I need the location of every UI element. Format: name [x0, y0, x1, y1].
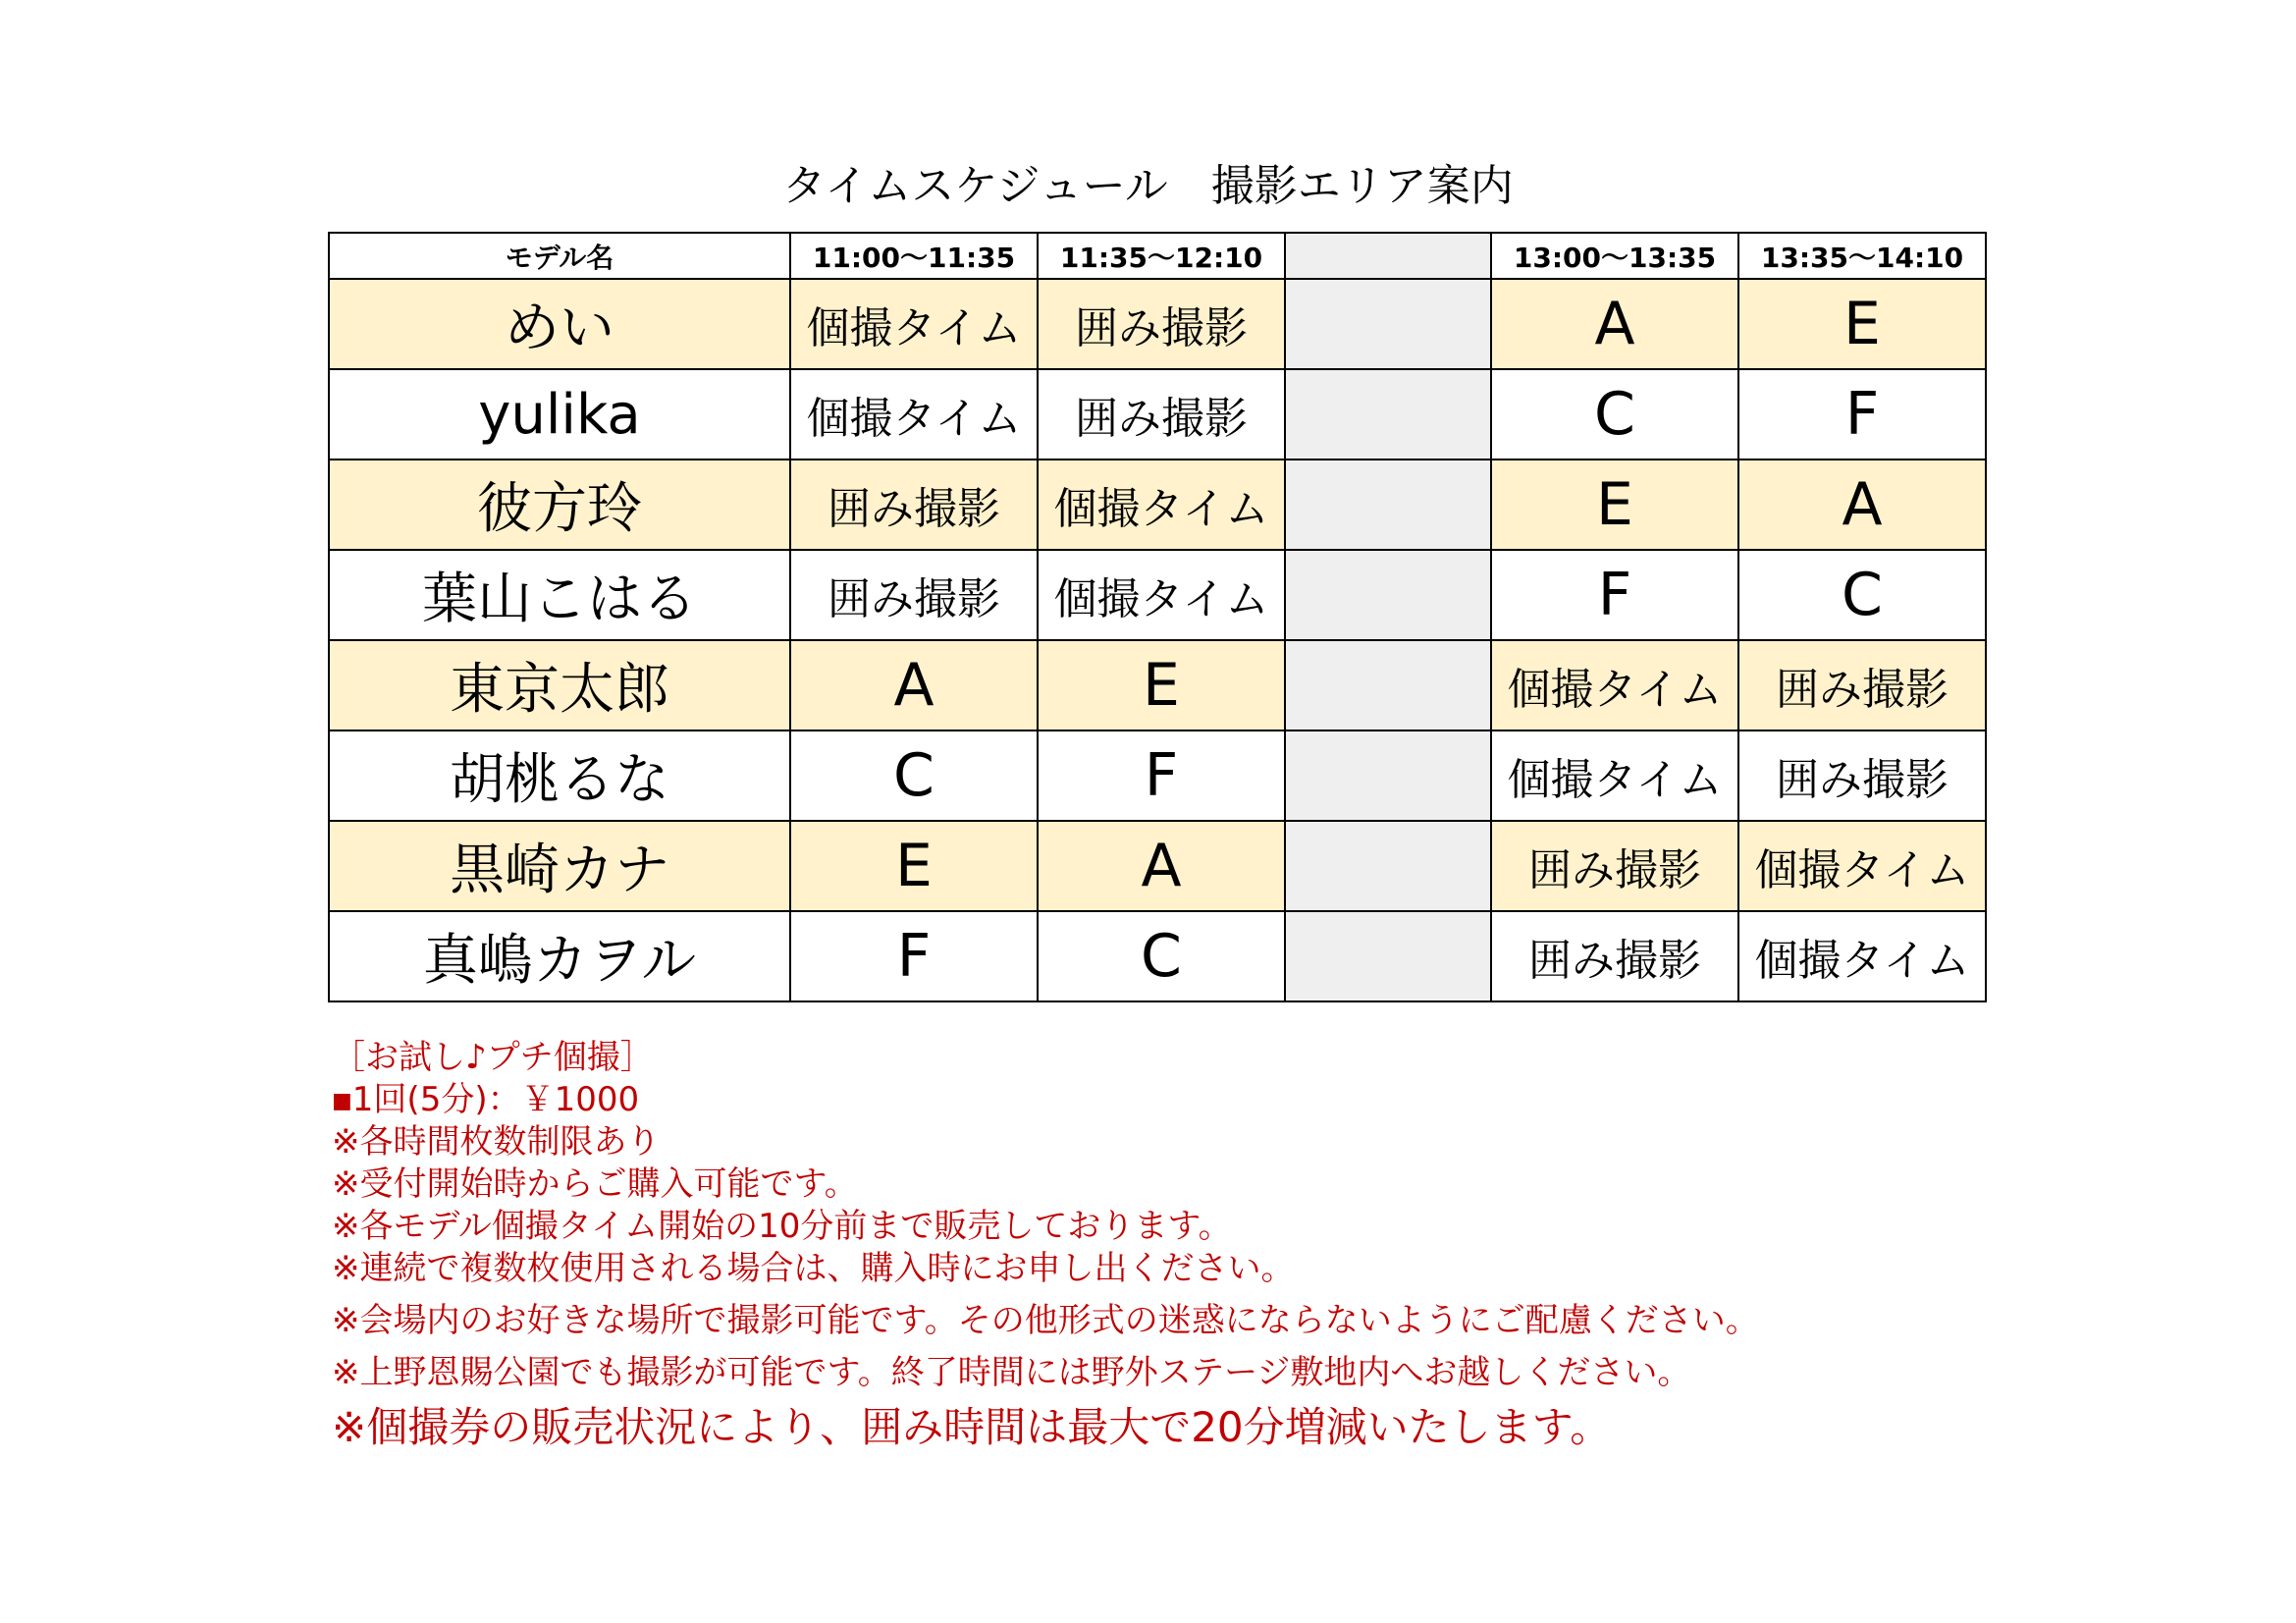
model-name: yulika: [329, 369, 790, 460]
slot-3-cell: 個撮タイム: [1491, 730, 1738, 821]
table-row: [329, 730, 1986, 821]
note-line: ※連続で複数枚使用される場合は、購入時にお申し出ください。: [332, 1249, 1295, 1288]
table-row: [329, 279, 1986, 369]
table-row: [329, 369, 1986, 460]
table-row: [329, 911, 1986, 1001]
slot-1-cell: F: [790, 911, 1038, 1001]
slot-2-cell: E: [1038, 640, 1285, 730]
header-slot-3: 13:00～13:35: [1491, 233, 1738, 279]
slot-3-cell: C: [1491, 369, 1738, 460]
slot-1-cell: 個撮タイム: [790, 369, 1038, 460]
header-slot-2: 11:35～12:10: [1038, 233, 1285, 279]
break-cell: [1285, 911, 1491, 1001]
slot-1-cell: 個撮タイム: [790, 279, 1038, 369]
note-line: ※各モデル個撮タイム開始の10分前まで販売しております。: [332, 1207, 1232, 1246]
slot-3-cell: 囲み撮影: [1491, 821, 1738, 911]
slot-2-cell: 囲み撮影: [1038, 369, 1285, 460]
slot-2-cell: F: [1038, 730, 1285, 821]
slot-4-cell: E: [1738, 279, 1986, 369]
break-cell: [1285, 640, 1491, 730]
table-row: [329, 640, 1986, 730]
note-line: ※受付開始時からご購入可能です。: [332, 1164, 858, 1204]
slot-2-cell: 囲み撮影: [1038, 279, 1285, 369]
slot-4-cell: 個撮タイム: [1738, 821, 1986, 911]
schedule-table: [328, 232, 1987, 1002]
slot-1-cell: 囲み撮影: [790, 550, 1038, 640]
model-name: 黒崎カナ: [329, 821, 790, 911]
table-row: [329, 821, 1986, 911]
header-slot-1: 11:00～11:35: [790, 233, 1038, 279]
header-break: [1285, 233, 1491, 279]
header-model: モデル名: [329, 233, 790, 279]
square-bullet-icon: ■: [332, 1089, 352, 1113]
break-cell: [1285, 279, 1491, 369]
slot-2-cell: 個撮タイム: [1038, 460, 1285, 550]
slot-1-cell: E: [790, 821, 1038, 911]
slot-1-cell: 囲み撮影: [790, 460, 1038, 550]
note-line: ※会場内のお好きな場所で撮影可能です。その他形式の迷惑にならないようにご配慮ください。: [332, 1301, 1759, 1340]
break-cell: [1285, 460, 1491, 550]
slot-4-cell: 囲み撮影: [1738, 640, 1986, 730]
slot-4-cell: A: [1738, 460, 1986, 550]
slot-1-cell: C: [790, 730, 1038, 821]
notes-heading: ［お試し♪プチ個撮］: [332, 1038, 654, 1077]
notes-section: [332, 1037, 2275, 1455]
slot-4-cell: C: [1738, 550, 1986, 640]
model-name: 胡桃るな: [329, 730, 790, 821]
model-name: 真嶋カヲル: [329, 911, 790, 1001]
slot-3-cell: E: [1491, 460, 1738, 550]
page-title: タイムスケジュール 撮影エリア案内: [782, 161, 1514, 211]
slot-2-cell: 個撮タイム: [1038, 550, 1285, 640]
table-row: [329, 550, 1986, 640]
break-cell: [1285, 821, 1491, 911]
table-row: [329, 460, 1986, 550]
slot-3-cell: 囲み撮影: [1491, 911, 1738, 1001]
note-line: ※上野恩賜公園でも撮影が可能です。終了時間には野外ステージ敷地内へお越しください。: [332, 1353, 1691, 1392]
note-emphasis: ※個撮券の販売状況により、囲み時間は最大で20分増減いたします。: [332, 1403, 1612, 1451]
model-name: 葉山こはる: [329, 550, 790, 640]
price-text: 1回(5分)：￥1000: [351, 1080, 640, 1119]
slot-3-cell: F: [1491, 550, 1738, 640]
slot-3-cell: A: [1491, 279, 1738, 369]
slot-3-cell: 個撮タイム: [1491, 640, 1738, 730]
header-row: [329, 233, 1986, 279]
slot-1-cell: A: [790, 640, 1038, 730]
slot-4-cell: 囲み撮影: [1738, 730, 1986, 821]
slot-2-cell: A: [1038, 821, 1285, 911]
model-name: めい: [329, 279, 790, 369]
slot-4-cell: F: [1738, 369, 1986, 460]
model-name: 彼方玲: [329, 460, 790, 550]
break-cell: [1285, 369, 1491, 460]
price-line: [332, 1079, 2275, 1121]
break-cell: [1285, 550, 1491, 640]
model-name: 東京太郎: [329, 640, 790, 730]
break-cell: [1285, 730, 1491, 821]
slot-2-cell: C: [1038, 911, 1285, 1001]
header-slot-4: 13:35～14:10: [1738, 233, 1986, 279]
note-line: ※各時間枚数制限あり: [332, 1122, 661, 1162]
slot-4-cell: 個撮タイム: [1738, 911, 1986, 1001]
